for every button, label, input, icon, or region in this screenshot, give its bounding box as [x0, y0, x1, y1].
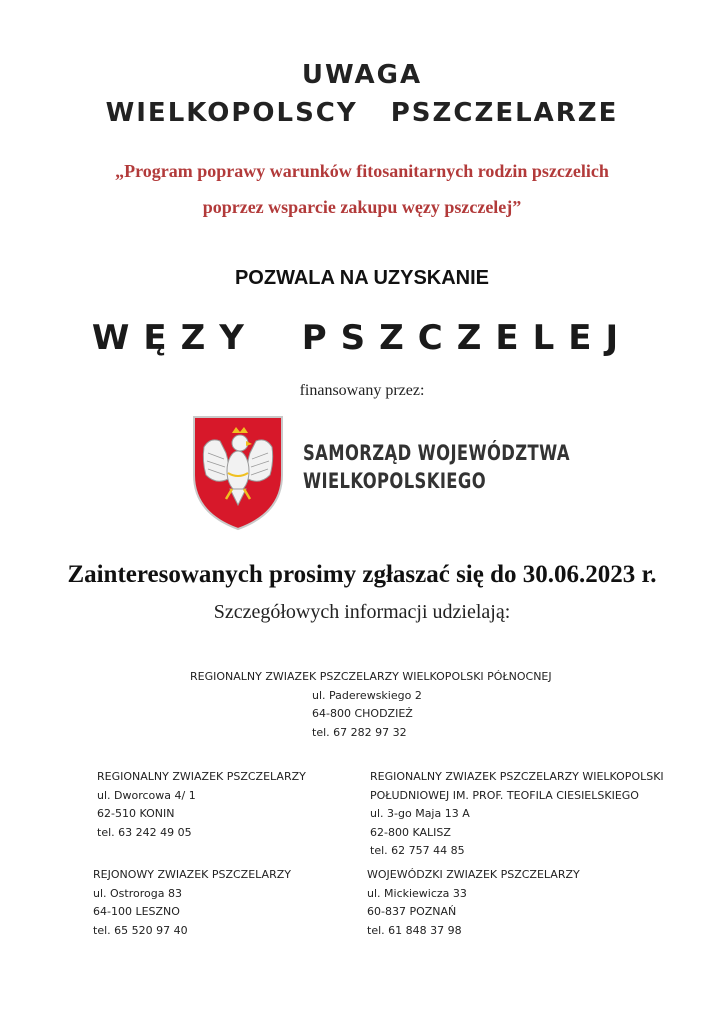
contact-name: WOJEWÓDZKI ZWIAZEK PSZCZELARZY	[367, 868, 580, 881]
contact-city: 64-100 LESZNO	[93, 905, 180, 918]
program-title-line2: poprzez wsparcie zakupu węzy pszczelej”	[202, 197, 522, 217]
info-heading: Szczegółowych informacji udzielają:	[213, 601, 511, 623]
contact-street: ul. Dworcowa 4/ 1	[97, 788, 196, 802]
contact-phone: tel. 67 282 97 32	[312, 725, 407, 739]
contact-name: REJONOWY ZWIAZEK PSZCZELARZY	[93, 868, 291, 881]
contact-block-konin	[97, 768, 306, 842]
wielkopolska-coat-of-arms-icon	[190, 413, 286, 531]
contact-phone: tel. 63 242 49 05	[97, 825, 192, 839]
contact-city: 62-800 KALISZ	[370, 825, 451, 839]
contact-name-line1: REGIONALNY ZWIAZEK PSZCZELARZY WIELKOPOLSKI	[370, 770, 664, 783]
contact-name: REGIONALNY ZWIAZEK PSZCZELARZY	[97, 770, 306, 783]
sponsor-name-line1: SAMORZĄD WOJEWÓDZTWA	[303, 441, 570, 465]
contact-phone: tel. 65 520 97 40	[93, 923, 188, 937]
contact-street: ul. Ostroroga 83	[93, 886, 182, 900]
contact-name: REGIONALNY ZWIAZEK PSZCZELARZY WIELKOPOLSKI PÓŁNOCNEJ	[190, 670, 552, 683]
main-title-wezy: WĘZY PSZCZELEJ	[91, 318, 633, 358]
contact-block-chodziez	[190, 668, 550, 742]
contact-city: 64-800 CHODZIEŻ	[312, 707, 413, 720]
program-title-line1: „Program poprawy warunków fitosanitarnych rodzin pszczelich	[115, 161, 609, 181]
contact-phone: tel. 61 848 37 98	[367, 923, 462, 937]
contact-phone: tel. 62 757 44 85	[370, 844, 465, 857]
allows-heading: POZWALA NA UZYSKANIE	[234, 267, 490, 289]
financed-by-label: finansowany przez:	[299, 382, 425, 399]
contact-block-kalisz	[370, 768, 664, 861]
contact-block-leszno	[93, 866, 291, 940]
sponsor-name-line2: WIELKOPOLSKIEGO	[303, 469, 487, 493]
contact-block-poznan	[367, 866, 580, 940]
heading-uwaga: UWAGA	[301, 60, 423, 90]
contact-city: 62-510 KONIN	[97, 807, 175, 820]
heading-wielkopolscy-pszczelarze: WIELKOPOLSCY PSZCZELARZE	[105, 98, 619, 128]
contact-street: ul. Paderewskiego 2	[312, 688, 422, 702]
contact-name-line2: POŁUDNIOWEJ IM. PROF. TEOFILA CIESIELSKIEGO	[370, 788, 639, 802]
contact-city: 60-837 POZNAŃ	[367, 905, 457, 918]
contact-street: ul. 3-go Maja 13 A	[370, 807, 470, 820]
contact-street: ul. Mickiewicza 33	[367, 886, 467, 900]
deadline-notice: Zainteresowanych prosimy zgłaszać się do 30.06.2023 r.	[67, 561, 657, 588]
